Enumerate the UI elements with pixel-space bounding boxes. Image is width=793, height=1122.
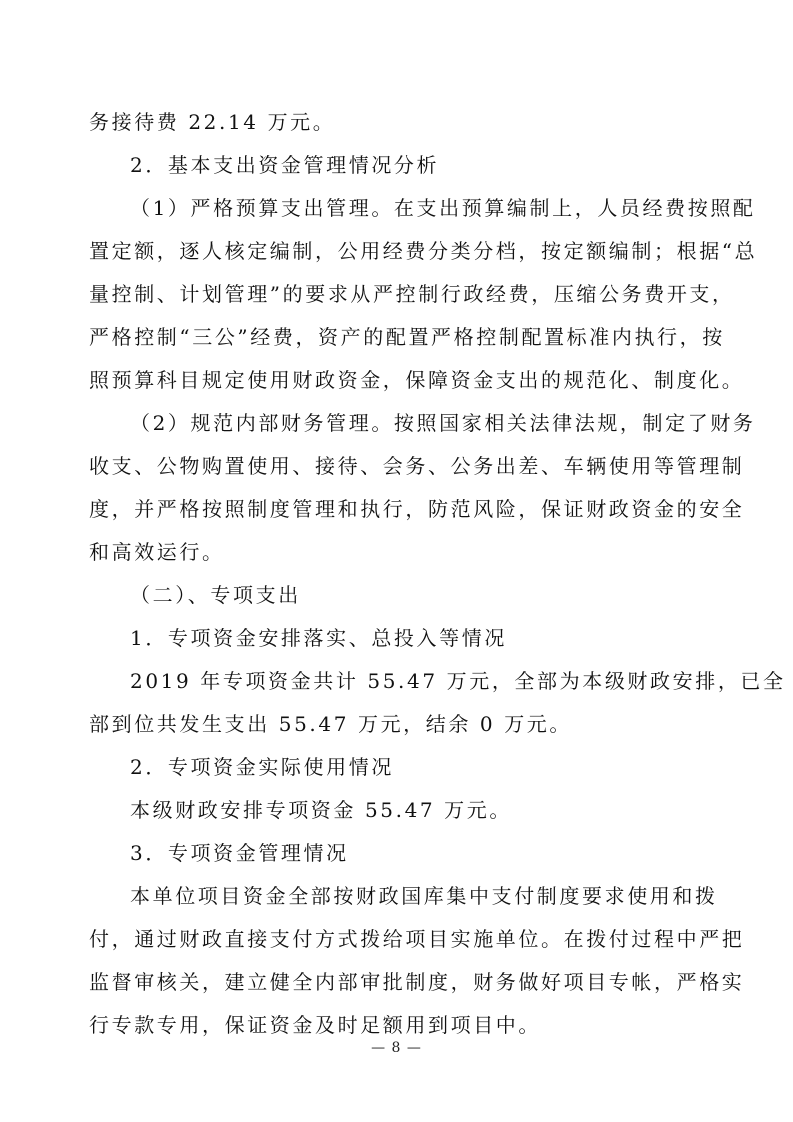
- text-line: 和高效运行。: [89, 540, 225, 564]
- text-line: 量控制、计划管理”的要求从严控制行政经费，压缩公务费开支，: [89, 282, 735, 306]
- page-number: — 8 —: [371, 1040, 422, 1056]
- text-line: 务接待费 22.14 万元。: [89, 110, 336, 134]
- section-heading: 1．专项资金安排落实、总投入等情况: [130, 626, 507, 650]
- text-line: 本单位项目资金全部按财政国库集中支付制度要求使用和拨: [130, 884, 718, 908]
- text-line: 收支、公物购置使用、接待、会务、公务出差、车辆使用等管理制: [89, 454, 745, 478]
- text-line: 行专款专用，保证资金及时足额用到项目中。: [89, 1013, 541, 1037]
- section-heading: 3．专项资金管理情况: [130, 841, 349, 865]
- text-line: 严格控制“三公”经费，资产的配置严格控制配置标准内执行，按: [89, 325, 725, 349]
- text-line: 监督审核关，建立健全内部审批制度，财务做好项目专帐，严格实: [89, 970, 745, 994]
- section-heading: （二）、专项支出: [130, 583, 301, 607]
- text-line: 度，并严格按照制度管理和执行，防范风险，保证财政资金的安全: [89, 497, 745, 521]
- text-line: （1）严格预算支出管理。在支出预算编制上，人员经费按照配: [130, 196, 756, 220]
- text-line: 照预算科目规定使用财政资金，保障资金支出的规范化、制度化。: [89, 368, 745, 392]
- text-line: 付，通过财政直接支付方式拨给项目实施单位。在拨付过程中严把: [89, 927, 745, 951]
- text-line: 置定额，逐人核定编制，公用经费分类分档，按定额编制；根据“总: [89, 239, 758, 263]
- text-line: 本级财政安排专项资金 55.47 万元。: [130, 798, 512, 822]
- text-line: （2）规范内部财务管理。按照国家相关法律法规，制定了财务: [130, 411, 756, 435]
- section-heading: 2．专项资金实际使用情况: [130, 755, 394, 779]
- text-line: 2019 年专项资金共计 55.47 万元，全部为本级财政安排，已全: [130, 669, 786, 693]
- section-heading: 2．基本支出资金管理情况分析: [130, 153, 440, 177]
- text-line: 部到位共发生支出 55.47 万元，结余 0 万元。: [89, 712, 573, 736]
